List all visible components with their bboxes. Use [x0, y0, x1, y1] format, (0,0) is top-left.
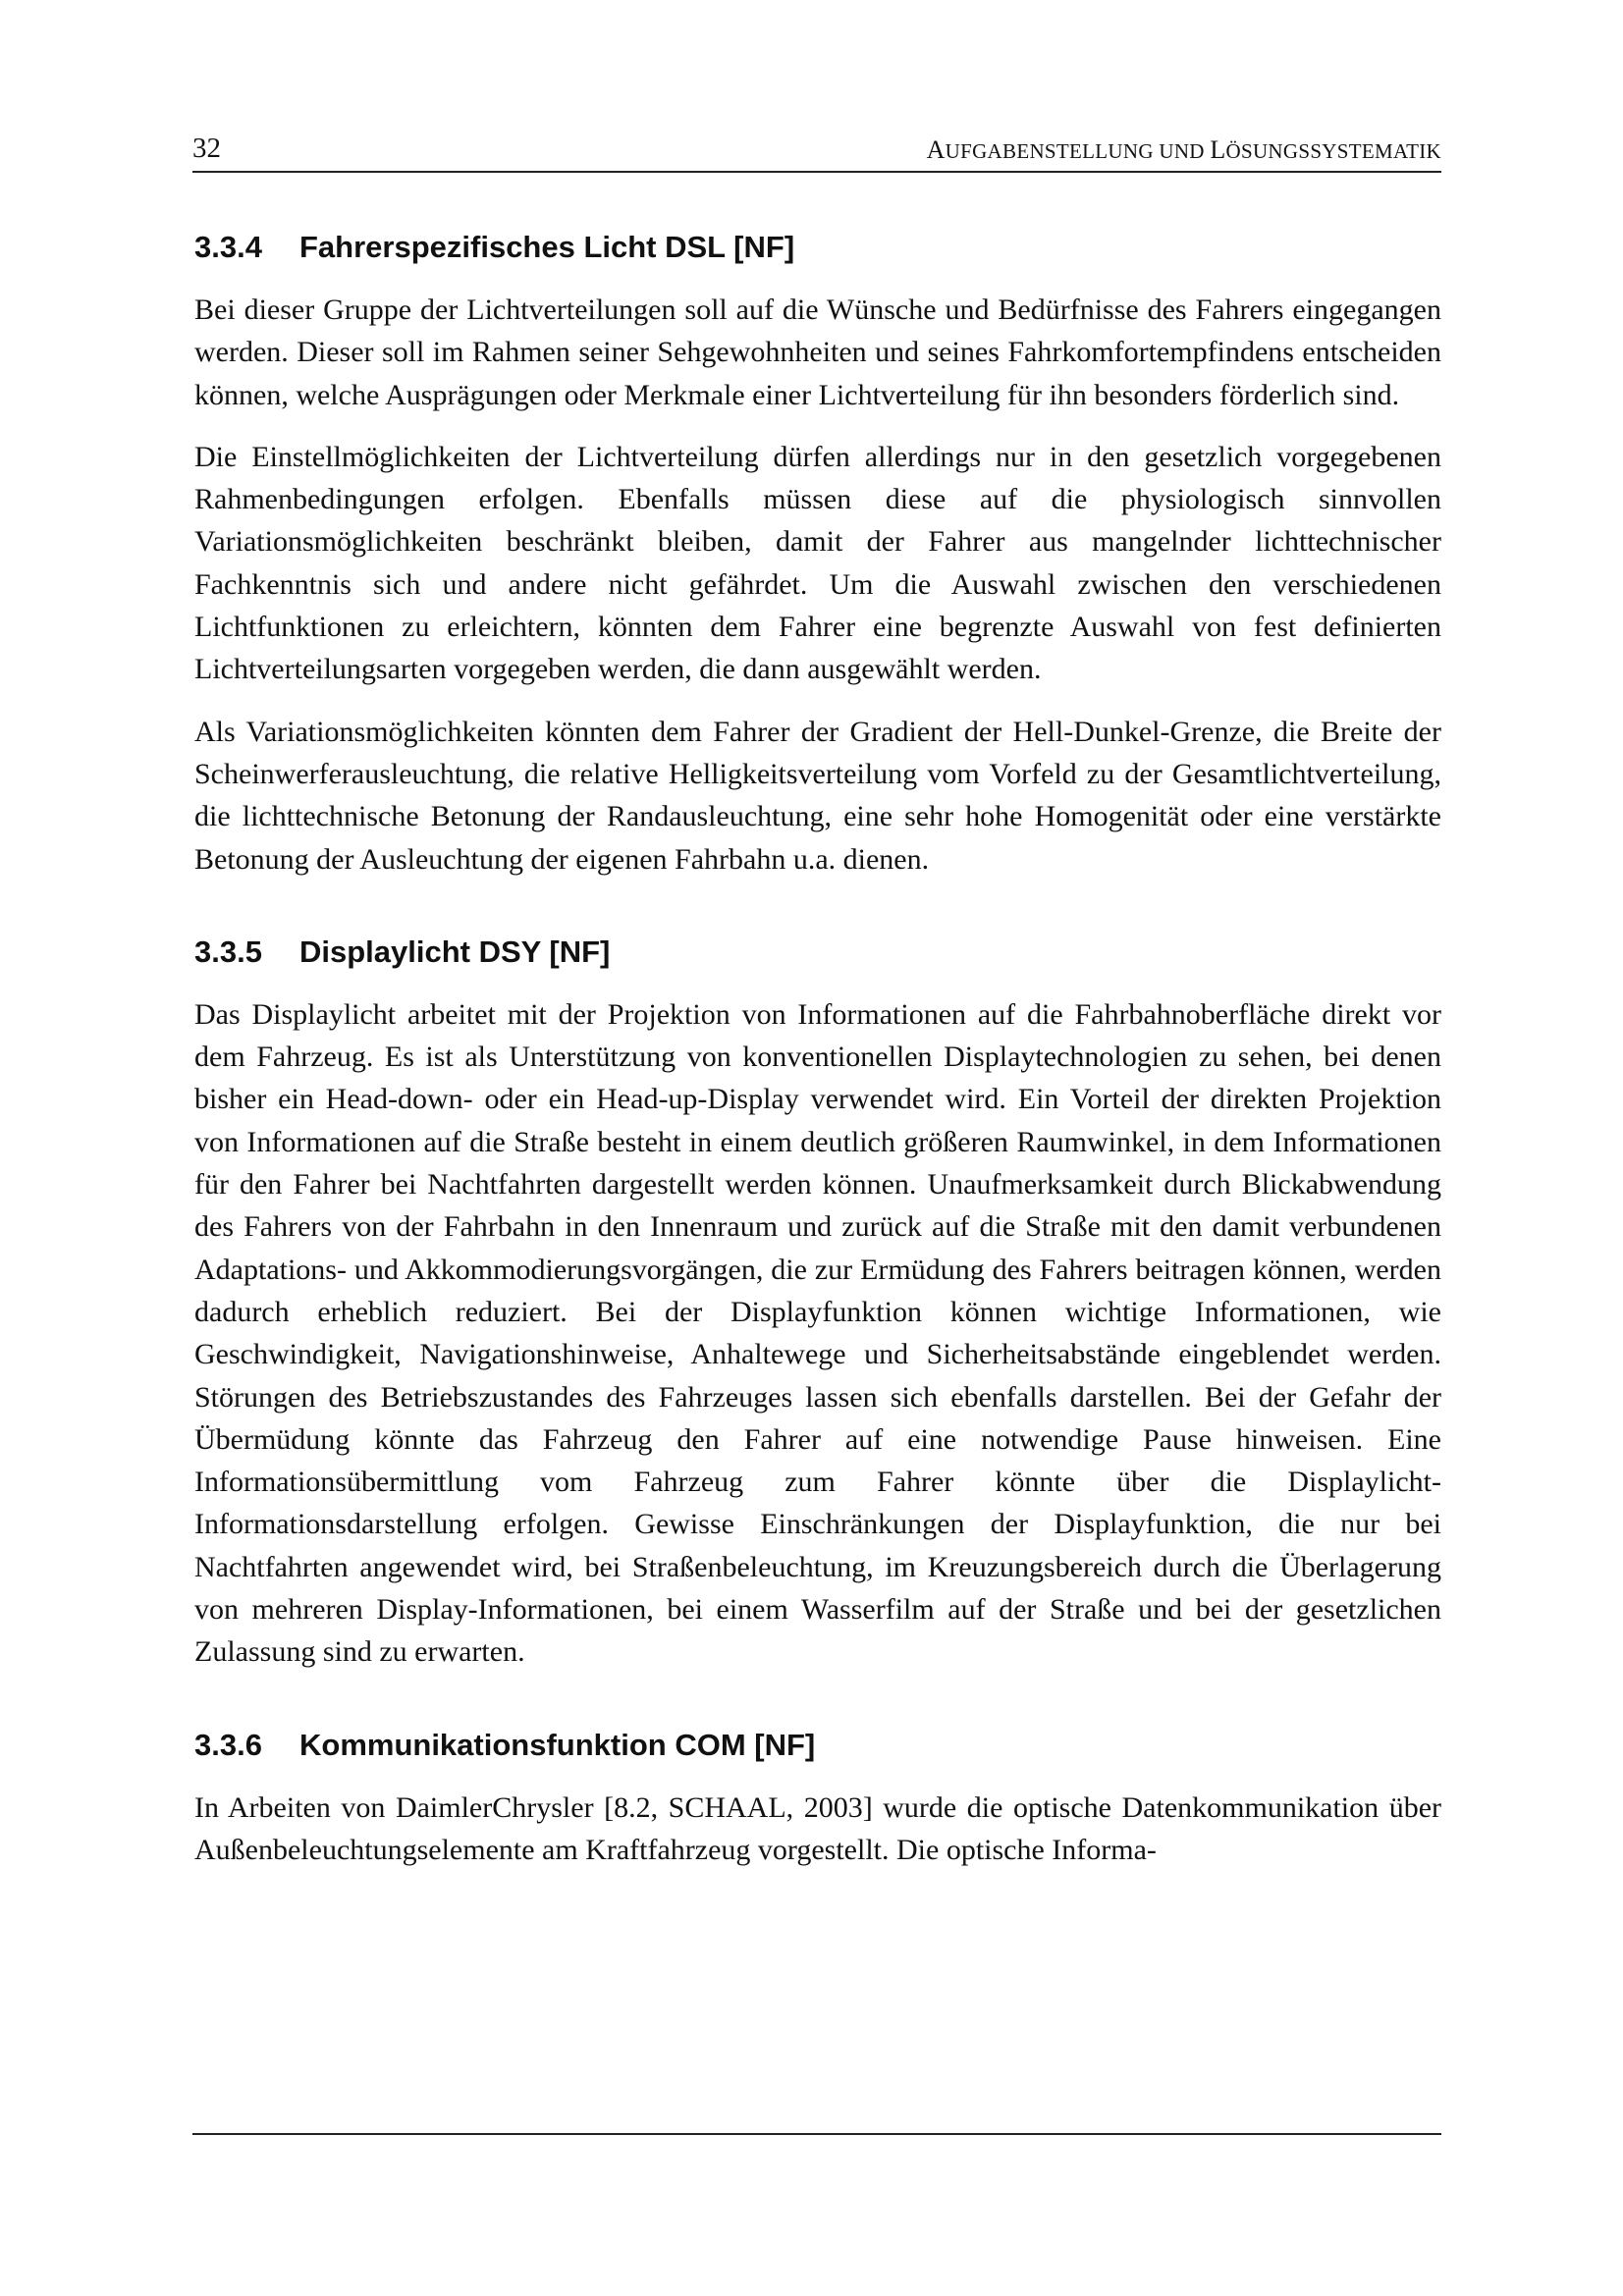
body-paragraph: Das Displaylicht arbeitet mit der Projektion von Informationen auf die Fahrbahnoberfläche direkt vor dem Fahrzeug. Es ist als Unterstützung von konventionellen Displaytechnologien zu sehen, bei denen bisher ein Head-down- oder ein Head-up-Display verwendet wird. Ein Vorteil der direkten Projektion von Informationen auf die Straße besteht in einem deutlich größeren Raumwinkel, in dem Informationen für den Fahrer bei Nachtfahrten dargestellt werden können. Unaufmerksamkeit durch Blickabwendung des Fahrers von der Fahrbahn in den Innenraum und zurück auf die Straße mit den damit verbundenen Adaptations- und Akkommodierungsvorgängen, die zur Ermüdung des Fahrers beitragen können, werden dadurch erheblich reduziert. Bei der Displayfunktion können wichtige Informationen, wie Geschwindigkeit, Navigationshinweise, Anhaltewege und Sicherheitsabstände eingeblendet werden. Störungen des Betriebszustandes des Fahrzeuges lassen sich ebenfalls darstellen. Bei der Gefahr der Übermüdung könnte das Fahrzeug den Fahrer auf eine notwendige Pause hinweisen. Eine Informationsübermittlung vom Fahrzeug zum Fahrer könnte über die Displaylicht-Informationsdarstellung erfolgen. Gewisse Einschränkungen der Displayfunktion, die nur bei Nachtfahrten angewendet wird, bei Straßenbeleuchtung, im Kreuzungsbereich durch die Überlagerung von mehreren Display-Informationen, bei einem Wasserfilm auf der Straße und bei der gesetzlichen Zulassung sind zu erwarten. — [194, 997, 1441, 1669]
body-paragraph: Als Variationsmöglichkeiten könnten dem Fahrer der Gradient der Hell-Dunkel-Grenze, die Breite der Scheinwerferausleuchtung, die relative Helligkeitsverteilung vom Vorfeld zu der Gesamtlichtverteilung, die lichttechnische Betonung der Randausleuchtung, eine sehr hohe Homogenität oder eine verstärkte Betonung der Ausleuchtung der eigenen Fahrbahn u.a. dienen. — [194, 715, 1441, 876]
section-heading — [194, 933, 1441, 972]
running-title-text: ÖSUNGSSYSTEMATIK — [1225, 139, 1441, 163]
section-number: 3.3.5 — [194, 934, 262, 969]
body-paragraph: In Arbeiten von DaimlerChrysler [8.2, SCHAAL, 2003] wurde die optische Datenkommunikation über Außenbeleuchtungselemente am Kraftfahrzeug vorgestellt. Die optische Informa- — [194, 1790, 1441, 1866]
running-title-text: UFGABENSTELLUNG UND — [945, 139, 1211, 163]
page-number: 32 — [192, 133, 221, 164]
running-title — [927, 135, 1441, 165]
section-title: Fahrerspezifisches Licht DSL [NF] — [299, 230, 795, 264]
section-3-3-5 — [194, 933, 1441, 1674]
section-3-3-6 — [194, 1726, 1441, 1872]
section-title: Displaylicht DSY [NF] — [299, 934, 611, 969]
section-3-3-4 — [194, 228, 1441, 881]
running-title-initial: A — [926, 135, 946, 164]
section-number: 3.3.4 — [194, 230, 262, 264]
section-title: Kommunikationsfunktion COM [NF] — [299, 1727, 816, 1762]
page-body — [194, 228, 1441, 1891]
section-heading — [194, 228, 1441, 267]
running-header — [192, 128, 1441, 173]
running-title-initial: L — [1210, 135, 1226, 164]
body-paragraph: Die Einstellmöglichkeiten der Lichtverteilung dürfen allerdings nur in den gesetzlich vorgegebenen Rahmenbedingungen erfolgen. Ebenfalls müssen diese auf die physiologisch sinnvollen Variationsmöglichkeiten beschränkt bleiben, damit der Fahrer aus mangelnder lichttechnischer Fachkenntnis sich und andere nicht gefährdet. Um die Auswahl zwischen den verschiedenen Lichtfunktionen zu erleichtern, könnten dem Fahrer eine begrenzte Auswahl von fest definierten Lichtverteilungsarten vorgegeben werden, die dann ausgewählt werden. — [194, 440, 1441, 686]
section-heading — [194, 1726, 1441, 1765]
body-paragraph: Bei dieser Gruppe der Lichtverteilungen soll auf die Wünsche und Bedürfnisse des Fahrers eingegangen werden. Dieser soll im Rahmen seiner Sehgewohnheiten und seines Fahrkomfortempfindens entscheiden können, welche Ausprägungen oder Merkmale einer Lichtverteilung für ihn besonders förderlich sind. — [194, 294, 1441, 411]
section-number: 3.3.6 — [194, 1727, 262, 1762]
footer-rule — [192, 2133, 1441, 2135]
